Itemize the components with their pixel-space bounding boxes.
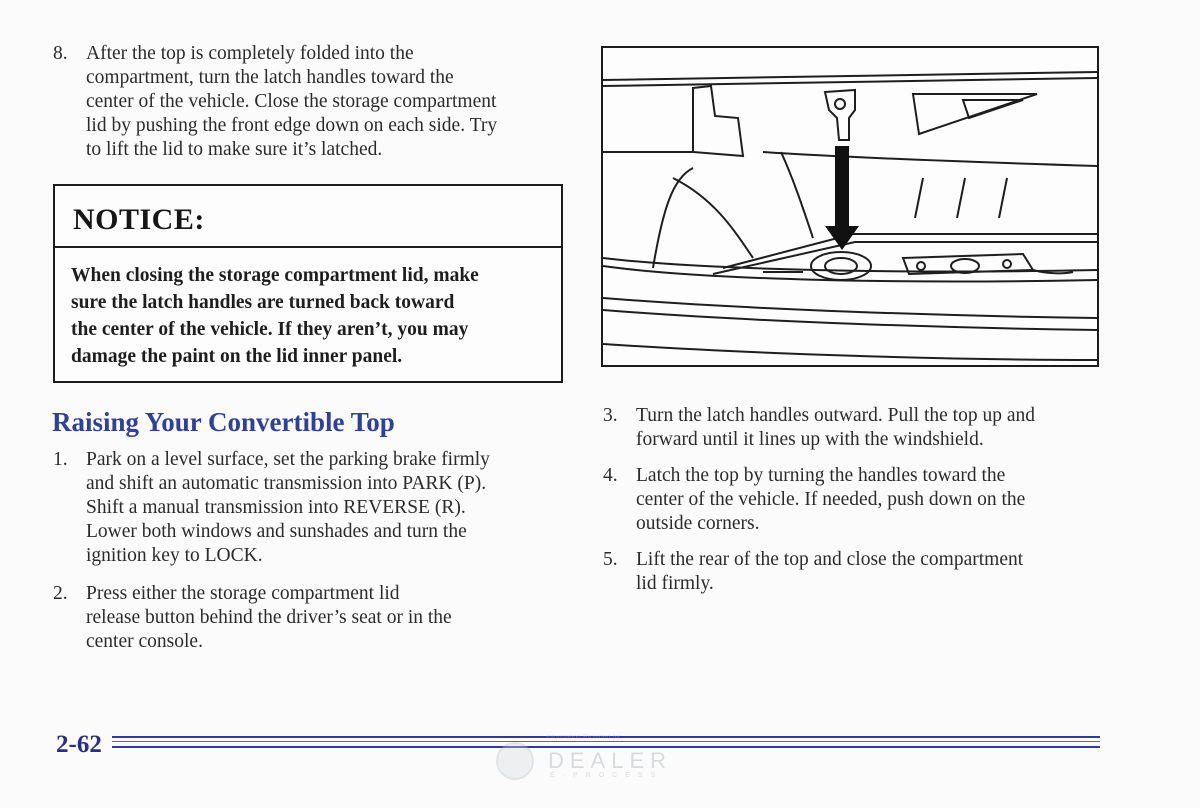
step-line: forward until it lines up with the windshield. (636, 429, 984, 450)
step-number: 1. (53, 449, 68, 470)
step-1 (53, 448, 573, 572)
step-number: 3. (603, 405, 618, 426)
step-2 (53, 582, 573, 658)
step-text (86, 448, 490, 568)
step-line: lid by pushing the front edge down on each side. Try (86, 115, 498, 136)
notice-line: the center of the vehicle. If they aren’t, you may (71, 319, 469, 340)
step-line: Park on a level surface, set the parking brake firmly (86, 449, 490, 470)
step-line: Press either the storage compartment lid (86, 583, 400, 604)
step-line: center of the vehicle. If needed, push down on the (636, 489, 1026, 510)
step-line: Lift the rear of the top and close the compartment (636, 549, 1024, 570)
step-5 (603, 548, 1123, 600)
latch-illustration-icon (603, 48, 1097, 365)
section-title: Raising Your Convertible Top (52, 407, 395, 437)
step-line: compartment, turn the latch handles toward the (86, 67, 454, 88)
step-8 (53, 42, 573, 166)
notice-box (53, 184, 563, 383)
step-text (86, 582, 452, 654)
step-line: and shift an automatic transmission into PARK (P). (86, 473, 487, 494)
step-number: 2. (53, 583, 68, 604)
notice-line: When closing the storage compartment lid, make (71, 265, 479, 286)
watermark-logo-icon (496, 742, 534, 780)
step-text (636, 404, 1035, 452)
page-number: 2-62 (56, 731, 102, 758)
step-number: 8. (53, 43, 68, 64)
watermark-brand: DEALER (548, 748, 673, 773)
step-line: release button behind the driver’s seat or in the (86, 607, 452, 628)
step-line: outside corners. (636, 513, 760, 534)
notice-divider (55, 246, 561, 248)
step-line: center console. (86, 631, 203, 652)
step-line: Turn the latch handles outward. Pull the top up and (636, 405, 1035, 426)
step-text (86, 42, 497, 162)
notice-title: NOTICE: (73, 203, 205, 236)
step-line: lid firmly. (636, 573, 714, 594)
step-number: 5. (603, 549, 618, 570)
step-4 (603, 464, 1123, 540)
notice-line: damage the paint on the lid inner panel. (71, 346, 403, 367)
step-line: to lift the lid to make sure it’s latched. (86, 139, 383, 160)
step-number: 4. (603, 465, 618, 486)
latch-illustration (601, 46, 1099, 367)
step-line: center of the vehicle. Close the storage compartment (86, 91, 497, 112)
step-text (636, 548, 1023, 596)
step-line: After the top is completely folded into the (86, 43, 414, 64)
notice-line: sure the latch handles are turned back toward (71, 292, 455, 313)
step-line: ignition key to LOCK. (86, 545, 263, 566)
watermark-sub: E-PROCESS (550, 772, 664, 779)
notice-body (71, 262, 551, 370)
watermark-caption: Information Provided by: (546, 734, 622, 741)
step-line: Latch the top by turning the handles toward the (636, 465, 1006, 486)
step-line: Lower both windows and sunshades and turn the (86, 521, 467, 542)
watermark (494, 734, 694, 782)
step-3 (603, 404, 1123, 456)
step-line: Shift a manual transmission into REVERSE (R). (86, 497, 466, 518)
step-text (636, 464, 1025, 536)
